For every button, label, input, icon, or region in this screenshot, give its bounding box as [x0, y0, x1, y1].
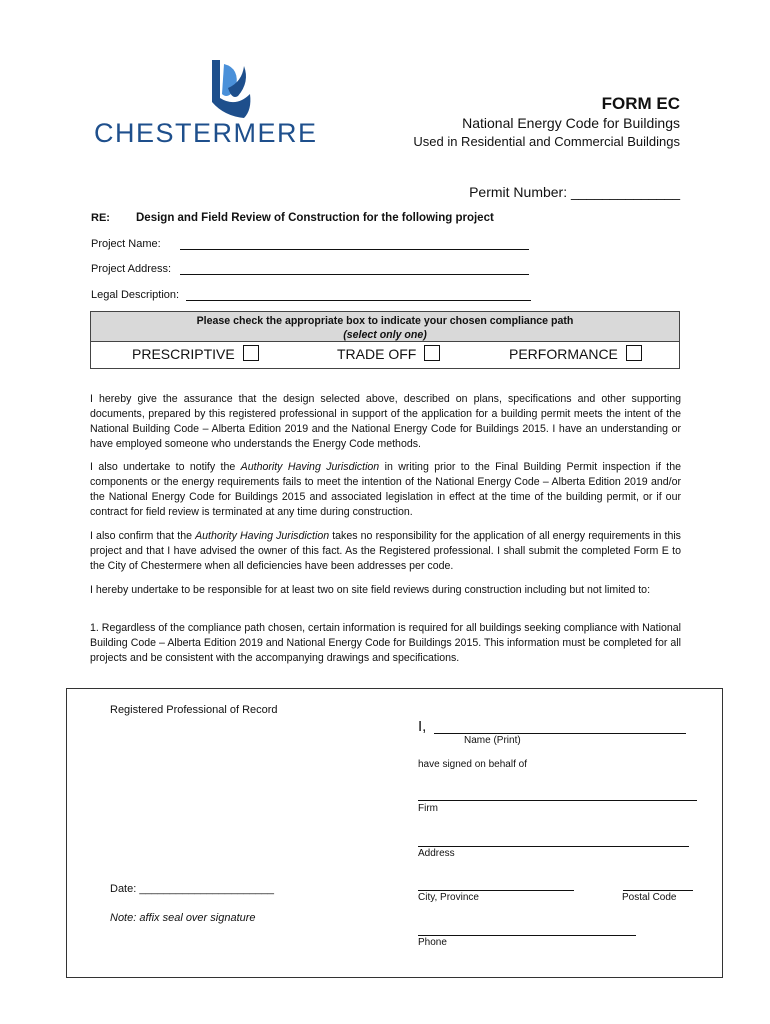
chestermere-emblem-icon — [206, 58, 256, 120]
postal-code-label: Postal Code — [622, 892, 677, 903]
option-prescriptive-label: PRESCRIPTIVE — [132, 346, 235, 362]
phone-label: Phone — [418, 937, 447, 948]
phone-input[interactable] — [418, 922, 636, 936]
confirm-paragraph — [90, 529, 681, 574]
project-name-input[interactable] — [180, 238, 529, 250]
project-address-input[interactable] — [180, 263, 529, 275]
compliance-info-paragraph: 1. Regardless of the compliance path chosen, certain information is required for all buildings seeking compliance with National Building Code – Alberta Edition 2019 and National Energy Code for Buildings 2015. This information must be completed for all projects and be consistent with the accompanying drawings and specifications. — [90, 622, 681, 664]
option-trade-off-label: TRADE OFF — [337, 346, 417, 362]
re-text: Design and Field Review of Construction for the following project — [136, 212, 494, 224]
address-label: Address — [418, 848, 455, 859]
project-name-label: Project Name: — [91, 238, 161, 250]
city-province-label: City, Province — [418, 892, 479, 903]
option-trade-off[interactable] — [337, 345, 440, 362]
name-print-input[interactable] — [434, 719, 686, 734]
compliance-path-box — [90, 311, 680, 369]
prescriptive-checkbox[interactable] — [243, 345, 259, 361]
re-label: RE: — [91, 212, 110, 224]
trade-off-checkbox[interactable] — [424, 345, 440, 361]
field-review-paragraph: I hereby undertake to be responsible for at least two on site field reviews during construction including but not limited to: — [90, 584, 651, 596]
notify-text-a: I also undertake to notify the — [90, 461, 241, 473]
notify-paragraph — [90, 460, 681, 520]
legal-description-label: Legal Description: — [91, 289, 180, 301]
form-subtitle-2: Used in Residential and Commercial Buildings — [413, 134, 680, 149]
compliance-instruction: Please check the appropriate box to indicate your chosen compliance path — [196, 315, 574, 327]
form-subtitle: National Energy Code for Buildings — [462, 115, 680, 131]
logo-wordmark: CHESTERMERE — [94, 118, 318, 148]
date-field[interactable]: Date: ______________________ — [110, 883, 274, 895]
compliance-select-note: (select only one) — [343, 329, 427, 341]
city-province-input[interactable] — [418, 877, 574, 891]
seal-note: Note: affix seal over signature — [110, 912, 256, 924]
option-performance[interactable] — [509, 345, 642, 362]
i-prefix: I, — [418, 718, 427, 735]
permit-number-field[interactable]: Permit Number: ______________ — [469, 184, 680, 200]
firm-input[interactable] — [418, 787, 697, 801]
confirm-text-b: takes no responsibility for the application of all energy requirements in this project and that I have advised the owner of this fact. As the Registered professional. I shall submit the completed Form E to the City of Chestermere when all deficiencies have been addresses per code. — [90, 530, 681, 572]
address-input[interactable] — [418, 833, 689, 847]
project-address-label: Project Address: — [91, 263, 172, 275]
signed-on-behalf-label: have signed on behalf of — [418, 759, 527, 770]
legal-description-input[interactable] — [186, 289, 531, 301]
confirm-ahj: Authority Having Jurisdiction — [195, 530, 330, 542]
compliance-path-header — [91, 312, 679, 342]
signature-box — [66, 688, 723, 978]
assurance-paragraph: I hereby give the assurance that the design selected above, described on plans, specifications and other supporting documents, prepared by this registered professional in support of the application for a building permit meets the intent of the National Building Code – Alberta Edition 2019 and the National Energy Code for Buildings 2015. I have an understanding or have employed someone who understands the Energy Code methods. — [90, 393, 681, 450]
performance-checkbox[interactable] — [626, 345, 642, 361]
form-title: FORM EC — [601, 94, 680, 113]
postal-code-input[interactable] — [623, 877, 693, 891]
registered-professional-heading: Registered Professional of Record — [110, 704, 278, 716]
name-print-label: Name (Print) — [464, 735, 521, 746]
city-logo — [94, 58, 359, 153]
notify-text-b: in writing prior to the Final Building Permit inspection if the components or the energy requirements fails to meet the intention of the National Energy Code – Alberta Edition 2019 and/or the National Energy Code for Buildings 2015 and associated legislation in effect at the time of the building permit, or if our contract for field review is terminated at any time during construction. — [90, 461, 681, 518]
option-performance-label: PERFORMANCE — [509, 346, 618, 362]
firm-label: Firm — [418, 803, 438, 814]
option-prescriptive[interactable] — [132, 345, 259, 362]
notify-ahj: Authority Having Jurisdiction — [240, 461, 380, 473]
confirm-text-a: I also confirm that the — [90, 530, 196, 542]
